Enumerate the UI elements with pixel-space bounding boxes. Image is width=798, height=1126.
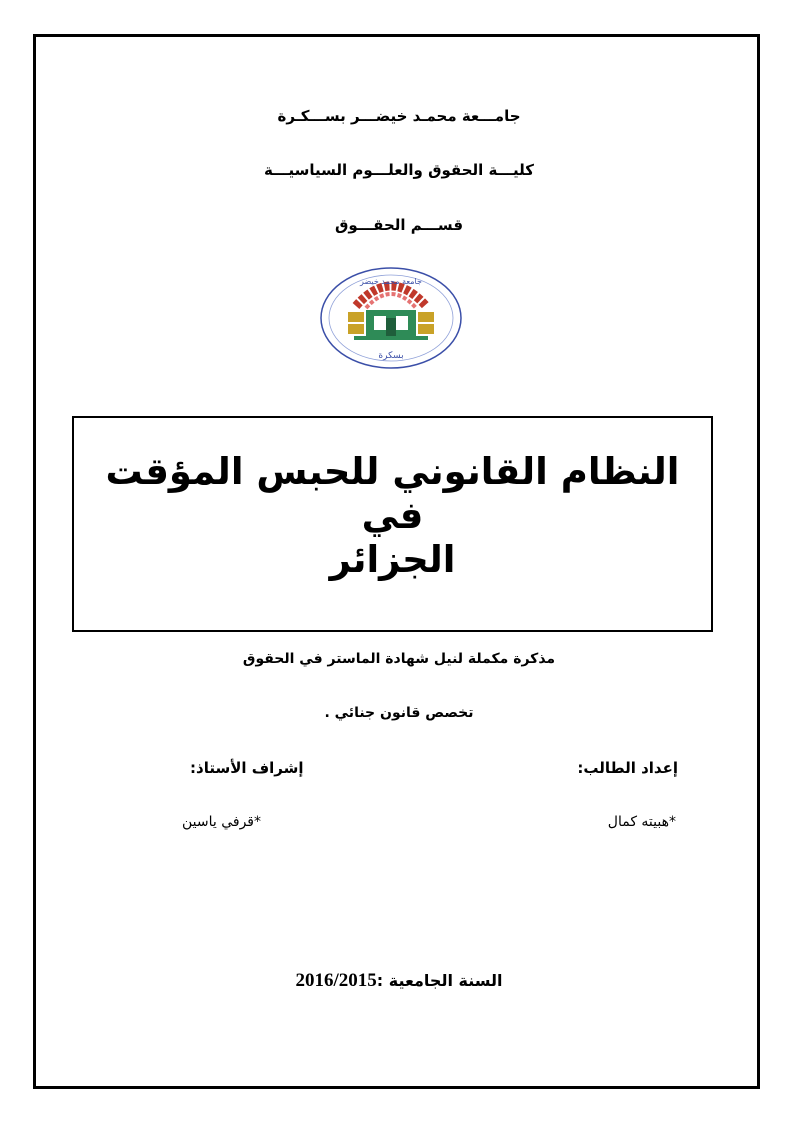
student-label: إعداد الطالب: <box>577 759 678 777</box>
department-name: قســـم الحقـــوق <box>334 216 464 234</box>
academic-year <box>0 970 798 992</box>
supervisor-name: *قرفي ياسين <box>182 814 262 830</box>
university-name: جامـــعة محمـد خيضـــر بســـكـرة <box>277 107 521 125</box>
supervisor-label: إشراف الأستاذ: <box>190 759 304 777</box>
seal-top-text: جامعة محمد خيضر <box>360 277 422 286</box>
thesis-description: مذكرة مكملة لنيل شهادة الماستر في الحقوق <box>242 651 556 667</box>
thesis-specialty: تخصص قانون جنائي . <box>324 705 474 721</box>
thesis-title-line-1: النظام القانوني للحبس المؤقت في <box>105 450 680 537</box>
faculty-name: كليـــة الحقوق والعلـــوم السياسيـــة <box>264 161 534 179</box>
thesis-title-line-2: الجزائر <box>329 538 456 581</box>
student-name: *هبيته كمال <box>607 814 676 830</box>
title-box <box>72 416 713 632</box>
academic-year-value: 2016/2015 <box>295 970 377 991</box>
seal-bottom-text: بسكرة <box>378 351 404 361</box>
academic-year-label: السنة الجامعية : <box>376 971 503 990</box>
university-seal-icon <box>318 266 464 370</box>
